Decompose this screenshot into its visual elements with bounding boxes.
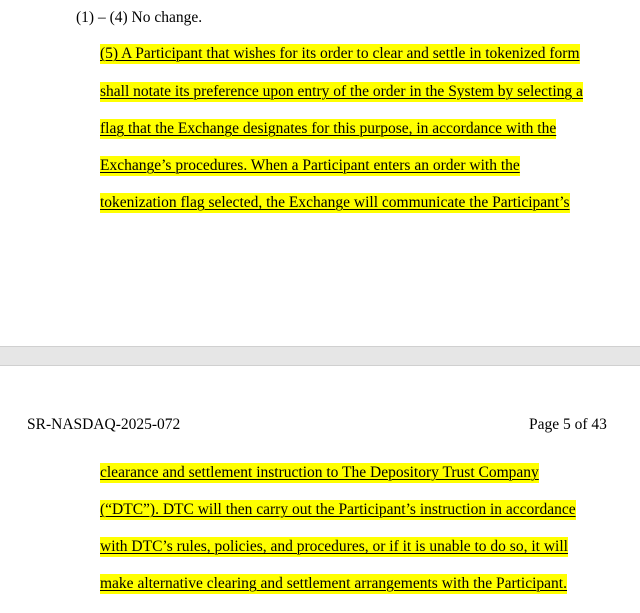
highlighted-text: tokenization flag selected, the Exchange will communicate the Participant’s (100, 194, 570, 211)
text-line (100, 120, 556, 138)
page-separator (0, 346, 640, 366)
highlighted-text: Exchange’s procedures. When a Participant enters an order with the (100, 157, 520, 174)
highlighted-text: flag that the Exchange designates for this purpose, in accordance with the (100, 120, 557, 137)
docket-number: SR-NASDAQ-2025-072 (27, 416, 181, 433)
text-line (100, 194, 570, 212)
page-number: Page 5 of 43 (529, 416, 607, 433)
highlighted-text: shall notate its preference upon entry of the order in the System by selecting a (100, 83, 583, 100)
highlighted-text: (“DTC”). DTC will then carry out the Participant’s instruction in accordance (100, 501, 576, 518)
text-line (100, 464, 539, 482)
highlighted-text: make alternative clearing and settlement arrangements with the Participant. (100, 575, 567, 592)
text-line (100, 83, 583, 101)
subsection-heading: (1) – (4) No change. (76, 9, 203, 26)
highlighted-text: with DTC’s rules, policies, and procedures, or if it is unable to do so, it will (100, 538, 568, 555)
text-line (100, 575, 567, 593)
highlighted-text: clearance and settlement instruction to The Depository Trust Company (100, 464, 539, 481)
text-line (100, 45, 580, 63)
text-line (100, 157, 520, 175)
text-line (100, 501, 576, 519)
highlighted-text: (5) A Participant that wishes for its order to clear and settle in tokenized form (100, 45, 580, 62)
text-line (100, 538, 568, 556)
